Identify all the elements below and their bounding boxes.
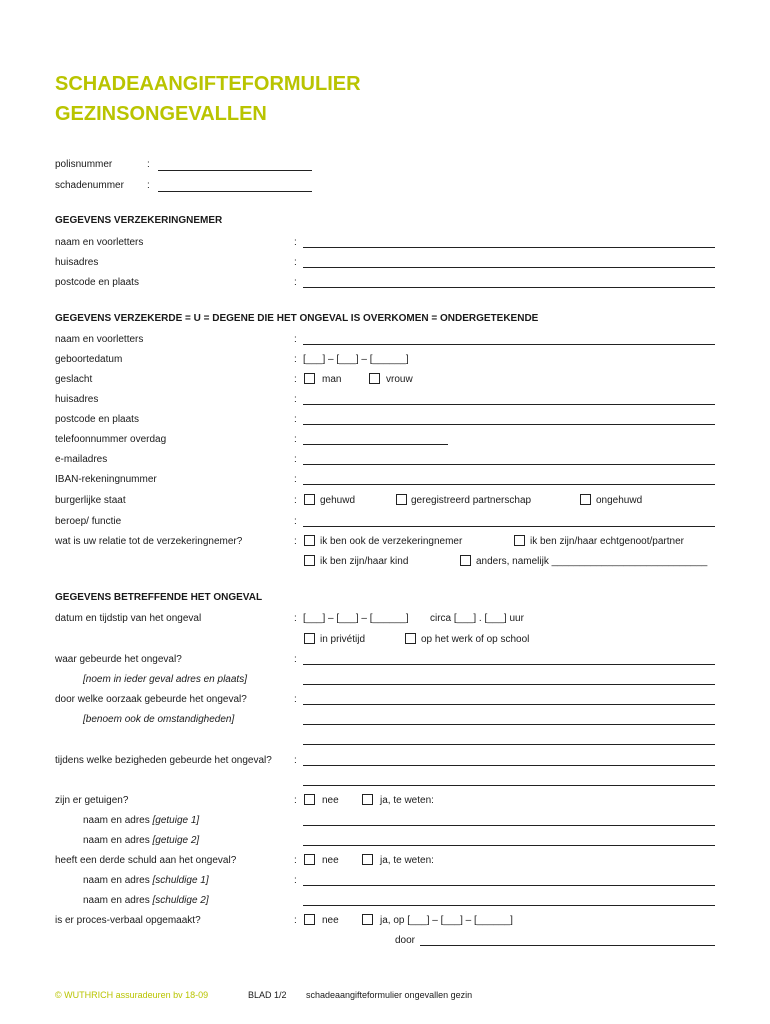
colon: : bbox=[294, 694, 297, 705]
colon: : bbox=[294, 613, 297, 624]
og-oorzaak-label: door welke oorzaak gebeurde het ongeval? bbox=[55, 694, 247, 705]
vz-relatie-label: wat is uw relatie tot de verzekeringnemer? bbox=[55, 536, 243, 547]
vz-naam-label: naam en voorletters bbox=[55, 334, 144, 345]
vz-huisadres-field[interactable] bbox=[303, 404, 715, 405]
schuldige2-field[interactable] bbox=[303, 905, 715, 906]
form-title-line1: SCHADEAANGIFTEFORMULIER bbox=[55, 73, 361, 95]
form-title-line2: GEZINSONGEVALLEN bbox=[55, 103, 267, 125]
og-oorzaak-field-1[interactable] bbox=[303, 704, 715, 705]
werk-label: op het werk of op school bbox=[421, 634, 530, 645]
vz-postcode-label: postcode en plaats bbox=[55, 414, 139, 425]
getuige1-field[interactable] bbox=[303, 825, 715, 826]
vn-huisadres-field[interactable] bbox=[303, 267, 715, 268]
schuldige1-field[interactable] bbox=[303, 885, 715, 886]
footer-page-number: BLAD 1/2 bbox=[248, 990, 287, 1000]
vn-huisadres-label: huisadres bbox=[55, 257, 99, 268]
relatie-kind-checkbox[interactable] bbox=[304, 555, 315, 566]
colon: : bbox=[294, 237, 297, 248]
proces-ja-label: ja, op [___] – [___] – [______] bbox=[380, 915, 513, 926]
werk-checkbox[interactable] bbox=[405, 633, 416, 644]
getuige2-label: naam en adres [getuige 2] bbox=[83, 835, 200, 846]
og-tijdstip-field[interactable]: circa [___] . [___] uur bbox=[430, 613, 524, 624]
vn-naam-field[interactable] bbox=[303, 247, 715, 248]
og-bezigheden-field-2[interactable] bbox=[303, 785, 715, 786]
og-bezigheden-label: tijdens welke bezigheden gebeurde het ongeval? bbox=[55, 755, 272, 766]
vz-iban-field[interactable] bbox=[303, 484, 715, 485]
relatie-kind-label: ik ben zijn/haar kind bbox=[320, 556, 409, 567]
privetijd-label: in privétijd bbox=[320, 634, 366, 645]
proces-nee-checkbox[interactable] bbox=[304, 914, 315, 925]
schadenummer-label: schadenummer bbox=[55, 180, 124, 191]
gehuwd-checkbox[interactable] bbox=[304, 494, 315, 505]
colon: : bbox=[294, 755, 297, 766]
og-datum-label: datum en tijdstip van het ongeval bbox=[55, 613, 202, 624]
ongehuwd-label: ongehuwd bbox=[596, 495, 643, 506]
og-oorzaak-field-2[interactable] bbox=[303, 724, 715, 725]
colon: : bbox=[294, 795, 297, 806]
og-bezigheden-field-1[interactable] bbox=[303, 765, 715, 766]
vz-geboortedatum-field[interactable]: [___] – [___] – [______] bbox=[303, 354, 409, 365]
og-waar-field-2[interactable] bbox=[303, 684, 715, 685]
vz-beroep-field[interactable] bbox=[303, 526, 715, 527]
schadenummer-colon: : bbox=[147, 180, 150, 191]
og-datum-field[interactable]: [___] – [___] – [______] bbox=[303, 613, 409, 624]
relatie-verzekeringnemer-checkbox[interactable] bbox=[304, 535, 315, 546]
relatie-anders-label: anders, namelijk ____________________________ bbox=[476, 556, 708, 567]
vz-email-label: e-mailadres bbox=[55, 454, 108, 465]
vz-iban-label: IBAN-rekeningnummer bbox=[55, 474, 157, 485]
vn-postcode-field[interactable] bbox=[303, 287, 715, 288]
relatie-partner-label: ik ben zijn/haar echtgenoot/partner bbox=[530, 536, 684, 547]
section-verzekeringnemer-heading: GEGEVENS VERZEKERINGNEMER bbox=[55, 215, 223, 226]
getuige2-field[interactable] bbox=[303, 845, 715, 846]
man-checkbox[interactable] bbox=[304, 373, 315, 384]
derde-ja-label: ja, te weten: bbox=[380, 855, 434, 866]
og-oorzaak-note: [benoem ook de omstandigheden] bbox=[83, 714, 235, 725]
vz-email-field[interactable] bbox=[303, 464, 715, 465]
schuldige2-label: naam en adres [schuldige 2] bbox=[83, 895, 209, 906]
getuigen-ja-label: ja, te weten: bbox=[380, 795, 434, 806]
getuigen-ja-checkbox[interactable] bbox=[362, 794, 373, 805]
relatie-anders-checkbox[interactable] bbox=[460, 555, 471, 566]
section-verzekerde-heading: GEGEVENS VERZEKERDE = U = DEGENE DIE HET ONGEVAL IS OVERKOMEN = ONDERGETEKENDE bbox=[55, 313, 539, 324]
geregistreerd-checkbox[interactable] bbox=[396, 494, 407, 505]
vz-geboortedatum-label: geboortedatum bbox=[55, 354, 123, 365]
og-derde-label: heeft een derde schuld aan het ongeval? bbox=[55, 855, 237, 866]
vz-beroep-label: beroep/ functie bbox=[55, 516, 122, 527]
relatie-verzekeringnemer-label: ik ben ook de verzekeringnemer bbox=[320, 536, 463, 547]
derde-ja-checkbox[interactable] bbox=[362, 854, 373, 865]
privetijd-checkbox[interactable] bbox=[304, 633, 315, 644]
ongehuwd-checkbox[interactable] bbox=[580, 494, 591, 505]
vz-telefoon-label: telefoonnummer overdag bbox=[55, 434, 167, 445]
colon: : bbox=[294, 536, 297, 547]
colon: : bbox=[294, 394, 297, 405]
colon: : bbox=[294, 654, 297, 665]
getuigen-nee-checkbox[interactable] bbox=[304, 794, 315, 805]
vz-naam-field[interactable] bbox=[303, 344, 715, 345]
vrouw-label: vrouw bbox=[386, 374, 413, 385]
proces-nee-label: nee bbox=[322, 915, 339, 926]
getuige1-label: naam en adres [getuige 1] bbox=[83, 815, 200, 826]
proces-door-label: door bbox=[395, 935, 416, 946]
proces-ja-checkbox[interactable] bbox=[362, 914, 373, 925]
man-label: man bbox=[322, 374, 342, 385]
polisnummer-colon: : bbox=[147, 159, 150, 170]
vz-geslacht-label: geslacht bbox=[55, 374, 93, 385]
colon: : bbox=[294, 354, 297, 365]
vz-telefoon-field[interactable] bbox=[303, 444, 448, 445]
colon: : bbox=[294, 875, 297, 886]
colon: : bbox=[294, 257, 297, 268]
vz-postcode-field[interactable] bbox=[303, 424, 715, 425]
vrouw-checkbox[interactable] bbox=[369, 373, 380, 384]
colon: : bbox=[294, 474, 297, 485]
geregistreerd-label: geregistreerd partnerschap bbox=[411, 495, 532, 506]
og-waar-label: waar gebeurde het ongeval? bbox=[55, 654, 182, 665]
vz-huisadres-label: huisadres bbox=[55, 394, 99, 405]
section-ongeval-heading: GEGEVENS BETREFFENDE HET ONGEVAL bbox=[55, 592, 263, 603]
colon: : bbox=[294, 495, 297, 506]
colon: : bbox=[294, 414, 297, 425]
proces-door-field[interactable] bbox=[420, 945, 715, 946]
relatie-partner-checkbox[interactable] bbox=[514, 535, 525, 546]
polisnummer-field[interactable] bbox=[158, 170, 312, 171]
footer-document-name: schadeaangifteformulier ongevallen gezin bbox=[306, 990, 473, 1000]
schuldige1-label: naam en adres [schuldige 1] bbox=[83, 875, 209, 886]
colon: : bbox=[294, 454, 297, 465]
og-getuigen-label: zijn er getuigen? bbox=[55, 795, 129, 806]
colon: : bbox=[294, 434, 297, 445]
gehuwd-label: gehuwd bbox=[320, 495, 356, 506]
colon: : bbox=[294, 855, 297, 866]
polisnummer-label: polisnummer bbox=[55, 159, 113, 170]
vn-naam-label: naam en voorletters bbox=[55, 237, 144, 248]
getuigen-nee-label: nee bbox=[322, 795, 339, 806]
vn-postcode-label: postcode en plaats bbox=[55, 277, 139, 288]
derde-nee-label: nee bbox=[322, 855, 339, 866]
og-proces-label: is er proces-verbaal opgemaakt? bbox=[55, 915, 201, 926]
derde-nee-checkbox[interactable] bbox=[304, 854, 315, 865]
og-oorzaak-field-3[interactable] bbox=[303, 744, 715, 745]
colon: : bbox=[294, 915, 297, 926]
colon: : bbox=[294, 277, 297, 288]
schadenummer-field[interactable] bbox=[158, 191, 312, 192]
og-waar-note: [noem in ieder geval adres en plaats] bbox=[83, 674, 247, 685]
vz-burgerlijk-label: burgerlijke staat bbox=[55, 495, 126, 506]
colon: : bbox=[294, 516, 297, 527]
footer-copyright: © WUTHRICH assuradeuren bv 18-09 bbox=[55, 990, 209, 1000]
colon: : bbox=[294, 334, 297, 345]
colon: : bbox=[294, 374, 297, 385]
og-waar-field-1[interactable] bbox=[303, 664, 715, 665]
